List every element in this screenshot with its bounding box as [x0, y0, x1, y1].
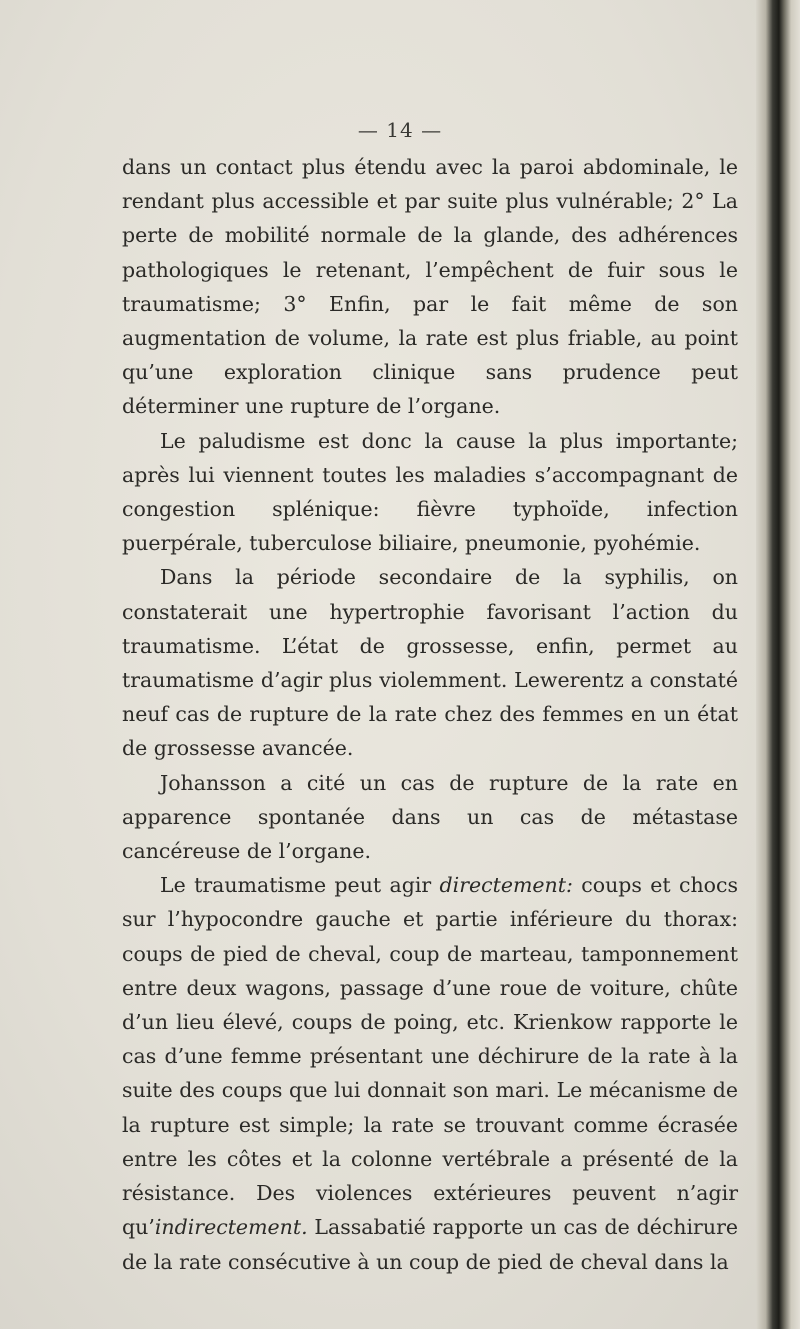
paragraph-1 — [122, 150, 738, 424]
paragraph-5-text-b: coups et chocs sur l’hypocondre gauche et partie inférieure du thorax: coups de pied de cheval, coup de marteau, tamponnement entre deux wagons, passage d’une roue de voiture, chûte d’un lieu élevé, coups de poing, etc. Krienkow rapporte le cas d’une femme présentant une déchirure de la rate à la suite des coups que lui donnait son mari. Le mécanisme de la rupture est simple; la rate se trouvant comme écrasée entre les côtes et la colonne vertébrale a présenté de la résistance. Des violences extérieures peuvent n’agir qu’ — [122, 873, 738, 1240]
page-number: — 14 — — [357, 118, 443, 142]
paragraph-5-text-a: Le traumatisme peut agir — [160, 873, 440, 898]
paragraph-2-text: Le paludisme est donc la cause la plus importante; après lui viennent toutes les maladies s’accompagnant de congestion splénique: fièvre typhoïde, infection puerpérale, tuberculose biliaire, pneumonie, pyohémie. — [122, 428, 738, 556]
paragraph-1-text: dans un contact plus étendu avec la paroi abdominale, le rendant plus accessible et par suite plus vulnérable; 2° La perte de mobilité normale de la glande, des adhérences pathologiques le retenant, l’empêchent de fuir sous le traumatisme; 3° Enfin, par le fait même de son augmentation de volume, la rate est plus friable, au point qu’une exploration clinique sans prudence peut déterminer une rupture de l’organe. — [122, 155, 738, 419]
paragraph-2 — [122, 424, 738, 561]
paragraph-5 — [122, 868, 738, 1278]
paragraph-3 — [122, 560, 738, 765]
paragraph-4-text: Johansson a cité un cas de rupture de la rate en apparence spontanée dans un cas de métastase cancéreuse de l’organe. — [122, 770, 738, 864]
paragraph-3-text: Dans la période secondaire de la syphilis, on constaterait une hypertrophie favorisant l’action du traumatisme. L’état de grossesse, enfin, permet au traumatisme d’agir plus violemment. Lewerentz a constaté neuf cas de rupture de la rate chez des femmes en un état de grossesse avancée. — [122, 565, 738, 761]
paragraph-4 — [122, 766, 738, 869]
page-binding-shadow — [756, 0, 800, 1329]
body-text — [122, 150, 738, 1279]
paragraph-5-italic-indirectement: indirectement. — [154, 1215, 308, 1240]
paragraph-5-italic-directement: directement: — [439, 873, 573, 898]
paragraph-5-text-c: Lassabatié rapporte un cas de déchirure de la rate consécutive à un coup de pied de cheval dans la — [122, 1215, 738, 1274]
